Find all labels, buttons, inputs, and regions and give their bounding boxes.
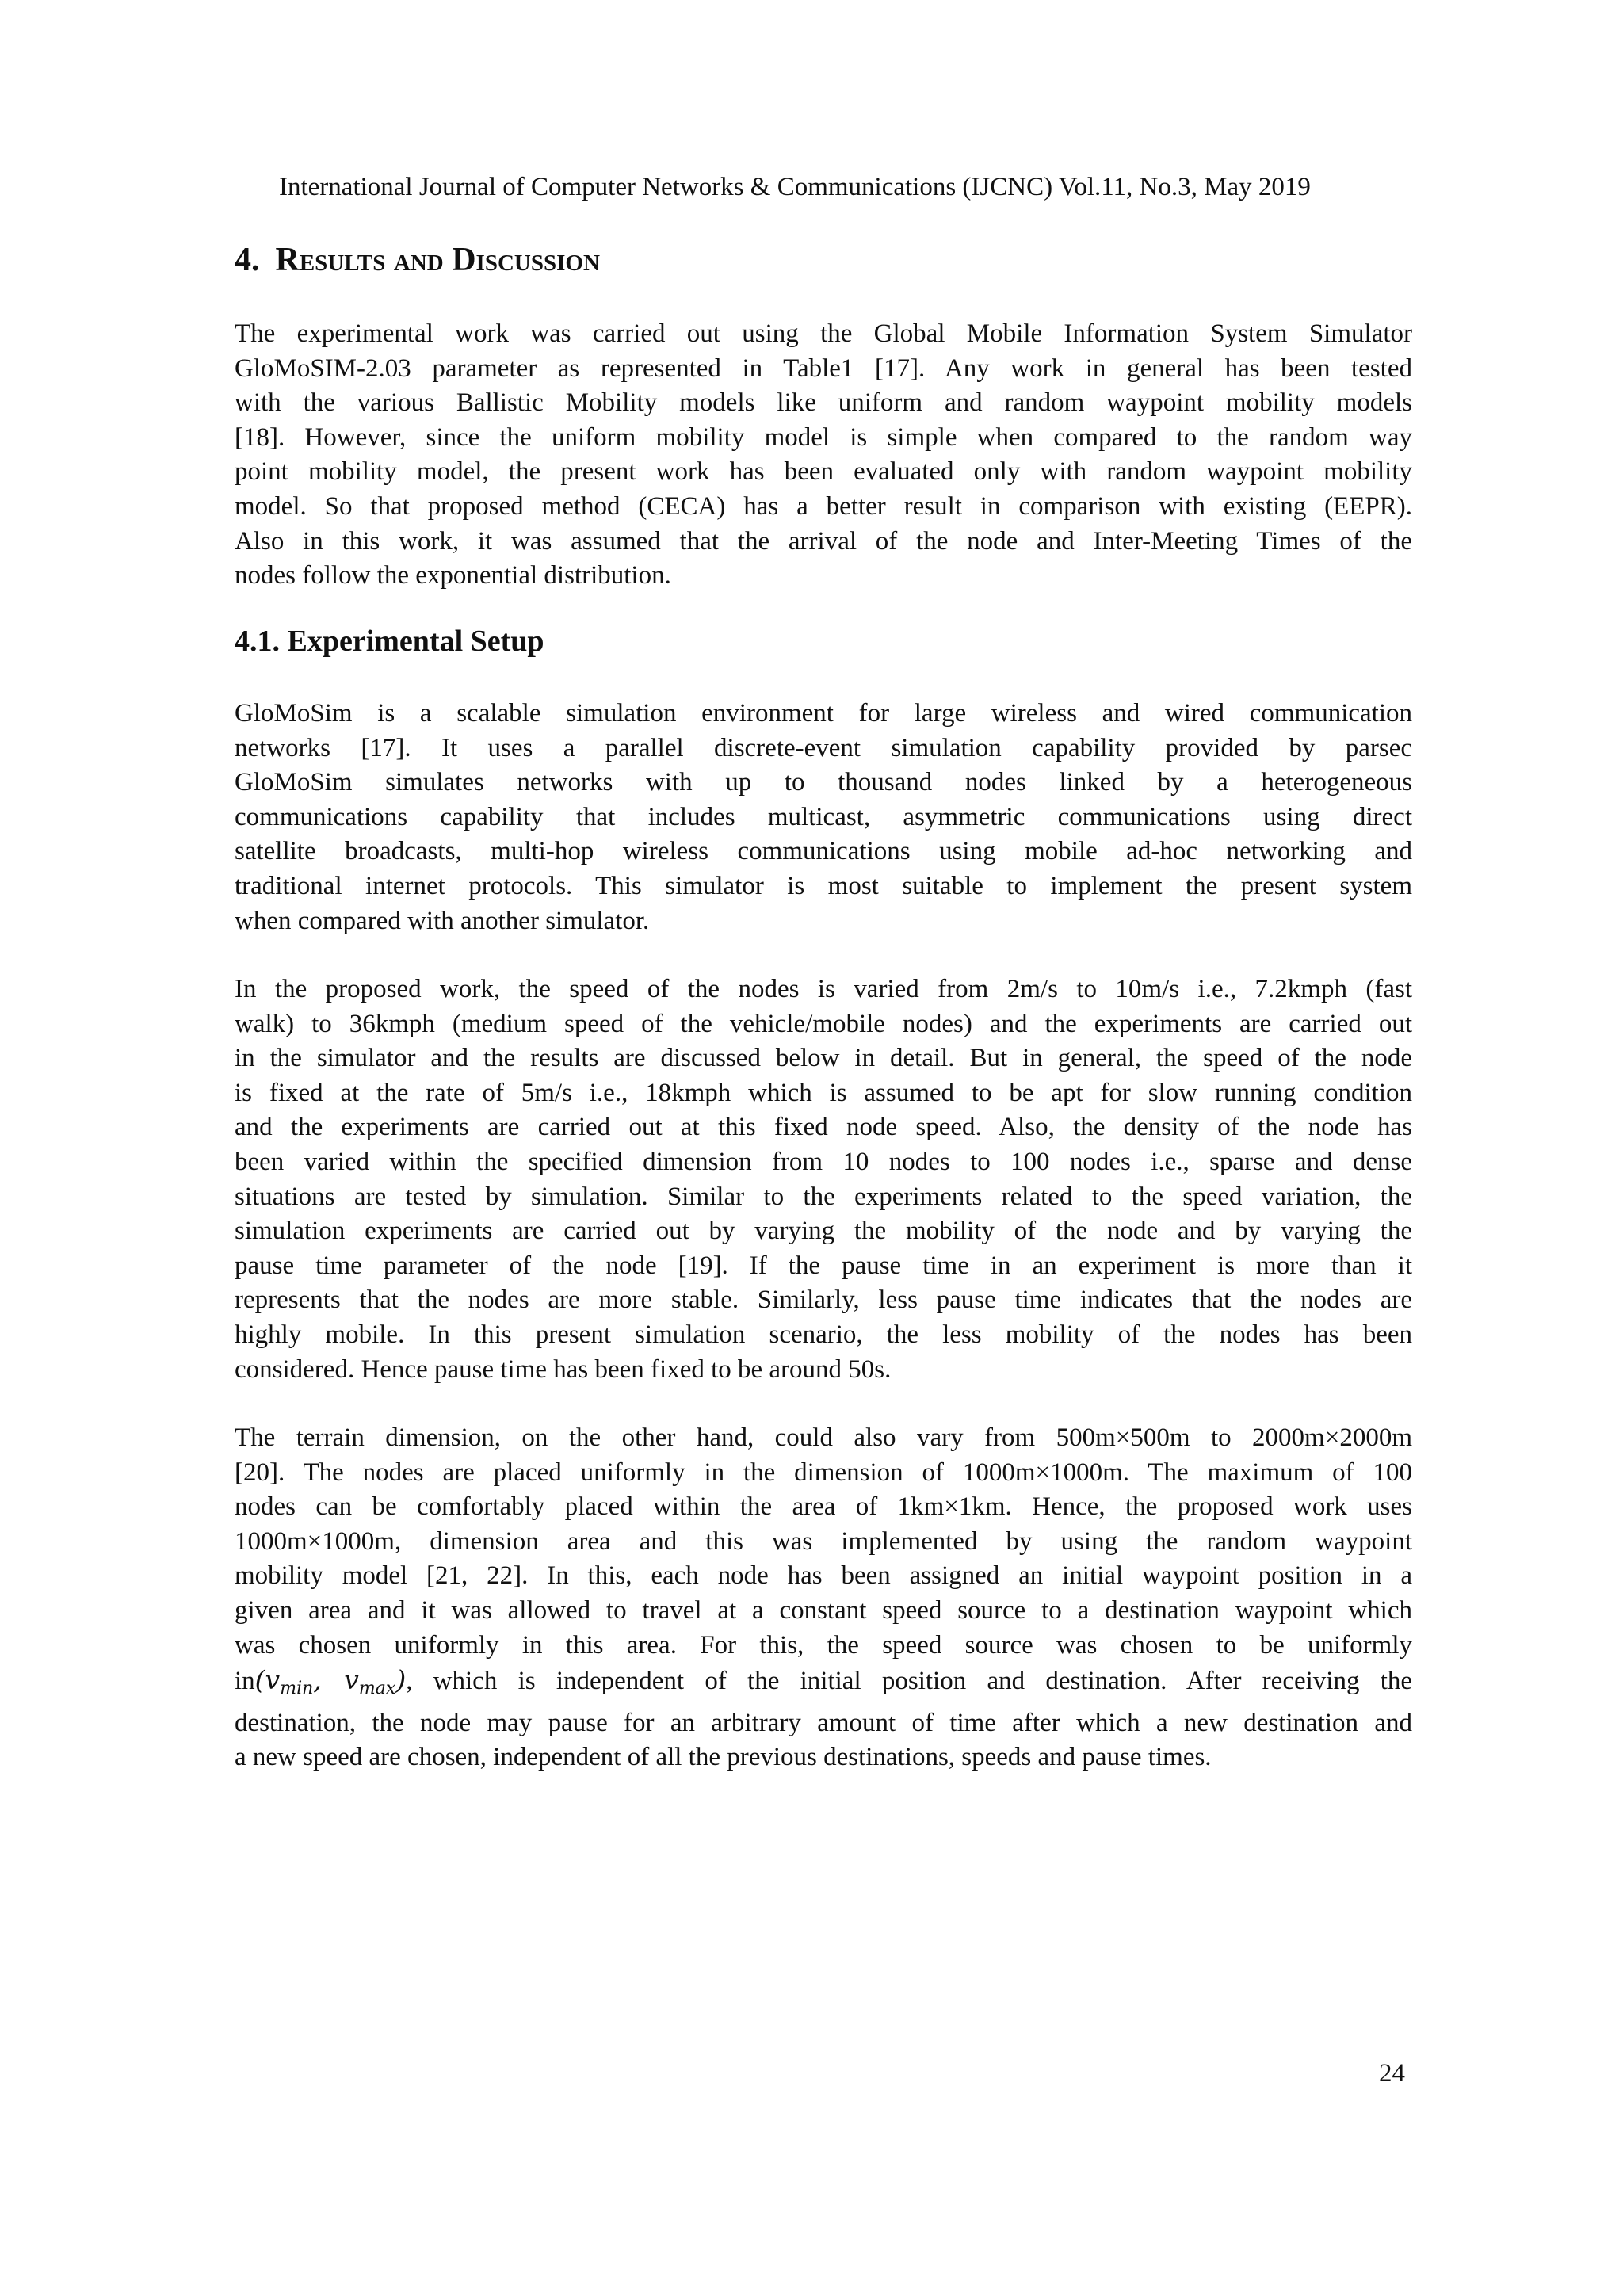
paragraph-line: mobility model [21, 22]. In this, each node has been assigned an initial waypoint position in a (235, 1561, 1412, 1591)
paragraph-line: GloMoSim simulates networks with up to thousand nodes linked by a heterogeneous (235, 768, 1412, 797)
paragraph-line: in the simulator and the results are discussed below in detail. But in general, the speed of the node (235, 1044, 1412, 1073)
paragraph-line: highly mobile. In this present simulation scenario, the less mobility of the nodes has been (235, 1320, 1412, 1349)
paragraph-line: networks [17]. It uses a parallel discrete-event simulation capability provided by parsec (235, 733, 1412, 762)
page-number: 24 (1379, 2059, 1405, 2088)
paragraph-line: is fixed at the rate of 5m/s i.e., 18kmph which is assumed to be apt for slow running condition (235, 1078, 1412, 1107)
paragraph-line: been varied within the specified dimension from 10 nodes to 100 nodes i.e., sparse and dense (235, 1147, 1412, 1176)
subsection-heading: 4.1. Experimental Setup (235, 625, 544, 658)
paragraph-line: and the experiments are carried out at this fixed node speed. Also, the density of the node has (235, 1113, 1412, 1142)
paragraph-line: traditional internet protocols. This simulator is most suitable to implement the present system (235, 871, 1412, 900)
section-title: Results and Discussion (275, 242, 600, 278)
paragraph-line: nodes follow the exponential distribution. (235, 561, 671, 590)
formula-prefix: in (235, 1667, 255, 1696)
formula-close-paren: ) (395, 1664, 407, 1696)
paragraph-line: model. So that proposed method (CECA) has a better result in comparison with existing (EEPR). (235, 491, 1412, 521)
paragraph-line: considered. Hence pause time has been fixed to be around 50s. (235, 1354, 892, 1384)
paragraph-line: given area and it was allowed to travel at a constant speed source to a destination waypoint which (235, 1595, 1412, 1625)
section-heading (235, 239, 600, 281)
paragraph-line-with-formula (235, 1663, 1412, 1706)
paragraph-line: GloMoSIM-2.03 parameter as represented in Table1 [17]. Any work in general has been tested (235, 353, 1412, 383)
formula-comma: , (313, 1664, 345, 1696)
paragraph-line: pause time parameter of the node [19]. If the pause time in an experiment is more than it (235, 1251, 1412, 1280)
paragraph-speed (235, 972, 1412, 1387)
paragraph-line: nodes can be comfortably placed within the area of 1km×1km. Hence, the proposed work uses (235, 1492, 1412, 1522)
paragraph-line: satellite broadcasts, multi-hop wireless communications using mobile ad-hoc networking and (235, 837, 1412, 866)
paragraph-line: was chosen uniformly in this area. For this, the speed source was chosen to be uniformly (235, 1630, 1412, 1660)
paragraph-line: walk) to 36kmph (medium speed of the vehicle/mobile nodes) and the experiments are carried out (235, 1009, 1412, 1038)
paragraph-line: a new speed are chosen, independent of all the previous destinations, speeds and pause times. (235, 1743, 1212, 1772)
paragraph-line: point mobility model, the present work has been evaluated only with random waypoint mobility (235, 457, 1412, 487)
formula-open-paren: ( (254, 1664, 265, 1696)
paragraph-terrain (235, 1421, 1412, 1775)
formula-min-subscript: min (280, 1679, 314, 1699)
paragraph-line: 1000m×1000m, dimension area and this was implemented by using the random waypoint (235, 1526, 1412, 1556)
formula-suffix: , which is independent of the initial position and destination. After receiving the (406, 1667, 1413, 1696)
paragraph-line: [20]. The nodes are placed uniformly in the dimension of 1000m×1000m. The maximum of 100 (235, 1457, 1412, 1487)
paragraph-line: GloMoSim is a scalable simulation environment for large wireless and wired communication (235, 699, 1412, 728)
paragraph-intro (235, 317, 1412, 594)
paragraph-line: represents that the nodes are more stable. Similarly, less pause time indicates that the nodes are (235, 1286, 1412, 1315)
paragraph-line: The experimental work was carried out using the Global Mobile Information System Simulator (235, 319, 1412, 348)
formula-v-max: v (344, 1664, 359, 1696)
formula-v-min: v (265, 1664, 281, 1696)
paragraph-line: simulation experiments are carried out by varying the mobility of the node and by varying the (235, 1217, 1412, 1246)
paragraph-line: Also in this work, it was assumed that the arrival of the node and Inter-Meeting Times of the (235, 526, 1412, 556)
paragraph-glomosim (235, 697, 1412, 938)
paragraph-line: destination, the node may pause for an arbitrary amount of time after which a new destination and (235, 1708, 1412, 1737)
running-header: International Journal of Computer Networks & Communications (IJCNC) Vol.11, No.3, May 2019 (279, 173, 1311, 201)
section-number: 4. (235, 242, 260, 278)
paragraph-line: with the various Ballistic Mobility models like uniform and random waypoint mobility models (235, 388, 1412, 418)
paragraph-line: The terrain dimension, on the other hand, could also vary from 500m×500m to 2000m×2000m (235, 1423, 1412, 1452)
paragraph-line: situations are tested by simulation. Similar to the experiments related to the speed variation, the (235, 1182, 1412, 1211)
speed-range-formula (254, 1664, 407, 1699)
paragraph-line: In the proposed work, the speed of the nodes is varied from 2m/s to 10m/s i.e., 7.2kmph (fast (235, 975, 1412, 1003)
formula-max-subscript: max (358, 1679, 396, 1699)
paragraph-line: [18]. However, since the uniform mobility model is simple when compared to the random way (235, 422, 1412, 452)
paragraph-line: when compared with another simulator. (235, 906, 650, 935)
paragraph-line: communications capability that includes multicast, asymmetric communications using direct (235, 802, 1412, 831)
